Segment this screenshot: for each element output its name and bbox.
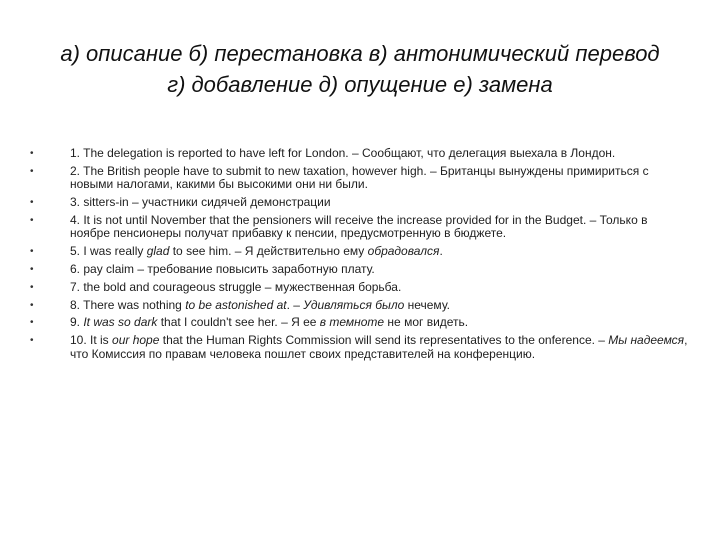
example-text xyxy=(70,298,450,312)
text-fragment: , что Комиссия по правам человека пошлет своих представителей на конференцию. xyxy=(70,333,688,361)
bullet-icon: • xyxy=(30,317,34,329)
emphasized-fragment: It was so dark xyxy=(83,315,158,330)
slide-title xyxy=(40,38,680,100)
bullet-icon: • xyxy=(30,214,34,226)
text-fragment: 5. I was really xyxy=(70,244,147,259)
example-text xyxy=(70,315,468,329)
bullet-icon: • xyxy=(30,263,34,275)
emphasized-fragment: обрадовался xyxy=(367,244,440,259)
example-text xyxy=(70,333,687,361)
bullet-icon: • xyxy=(30,335,34,347)
text-fragment: 3. sitters-in – участники сидячей демонстрации xyxy=(70,195,331,210)
text-fragment: 6. pay claim – требование повысить заработную плату. xyxy=(70,261,375,276)
title-line-2: г) добавление д) опущение е) замена xyxy=(167,72,553,97)
emphasized-fragment: glad xyxy=(146,244,170,259)
example-item-8 xyxy=(28,299,688,313)
example-item-4 xyxy=(28,214,688,241)
examples-list xyxy=(28,147,688,365)
example-text xyxy=(70,280,401,294)
example-item-1 xyxy=(28,147,688,161)
example-item-2 xyxy=(28,165,688,192)
emphasized-fragment: в темноте xyxy=(319,315,385,330)
text-fragment: 1. The delegation is reported to have left for London. – Сообщают, что делегация выехала в Лондон. xyxy=(70,146,616,160)
bullet-icon: • xyxy=(30,165,34,177)
bullet-icon: • xyxy=(30,148,34,159)
text-fragment: that the Human Rights Commission will send its representatives to the onference. – xyxy=(159,333,609,348)
example-item-5 xyxy=(28,245,688,259)
text-fragment: 7. the bold and courageous struggle – мужественная борьба. xyxy=(70,279,402,294)
emphasized-fragment: our hope xyxy=(112,333,160,348)
text-fragment: 2. The British people have to submit to new taxation, however high. – Британцы вынуждены примириться с новыми налогами, какими бы высокими они ни были. xyxy=(70,163,649,192)
example-text xyxy=(70,244,443,258)
bullet-icon: • xyxy=(30,197,34,209)
example-text xyxy=(70,213,647,241)
text-fragment: 9. xyxy=(70,315,84,330)
text-fragment: нечему. xyxy=(404,297,450,312)
example-item-7 xyxy=(28,281,688,295)
bullet-icon: • xyxy=(30,281,34,293)
text-fragment: не мог видеть. xyxy=(384,315,469,330)
emphasized-fragment: Удивляться было xyxy=(303,297,405,312)
text-fragment: 10. It is xyxy=(70,333,113,348)
text-fragment: to see him. – Я действительно ему xyxy=(169,244,368,259)
example-item-9 xyxy=(28,316,688,330)
example-text xyxy=(70,262,375,276)
text-fragment: that I couldn't see her. – Я ее xyxy=(157,315,320,330)
example-text xyxy=(70,164,649,192)
text-fragment: . – xyxy=(286,297,304,312)
title-line-1: а) описание б) перестановка в) антонимический перевод xyxy=(60,41,660,66)
example-item-6 xyxy=(28,263,688,277)
text-fragment: 8. There was nothing xyxy=(70,297,186,312)
example-text xyxy=(70,195,331,209)
bullet-icon: • xyxy=(30,299,34,311)
emphasized-fragment: to be astonished at xyxy=(185,297,287,312)
text-fragment: . xyxy=(439,244,443,259)
emphasized-fragment: Мы надеемся xyxy=(608,333,685,348)
bullet-icon: • xyxy=(30,246,34,258)
example-text xyxy=(70,146,615,160)
example-item-3 xyxy=(28,196,688,210)
text-fragment: 4. It is not until November that the pensioners will receive the increase provided for in the Budget. – Только в ноябре пенсионеры получат прибавку к пенсии, предусмотренную в бюджете. xyxy=(70,212,648,241)
example-item-10 xyxy=(28,334,688,361)
